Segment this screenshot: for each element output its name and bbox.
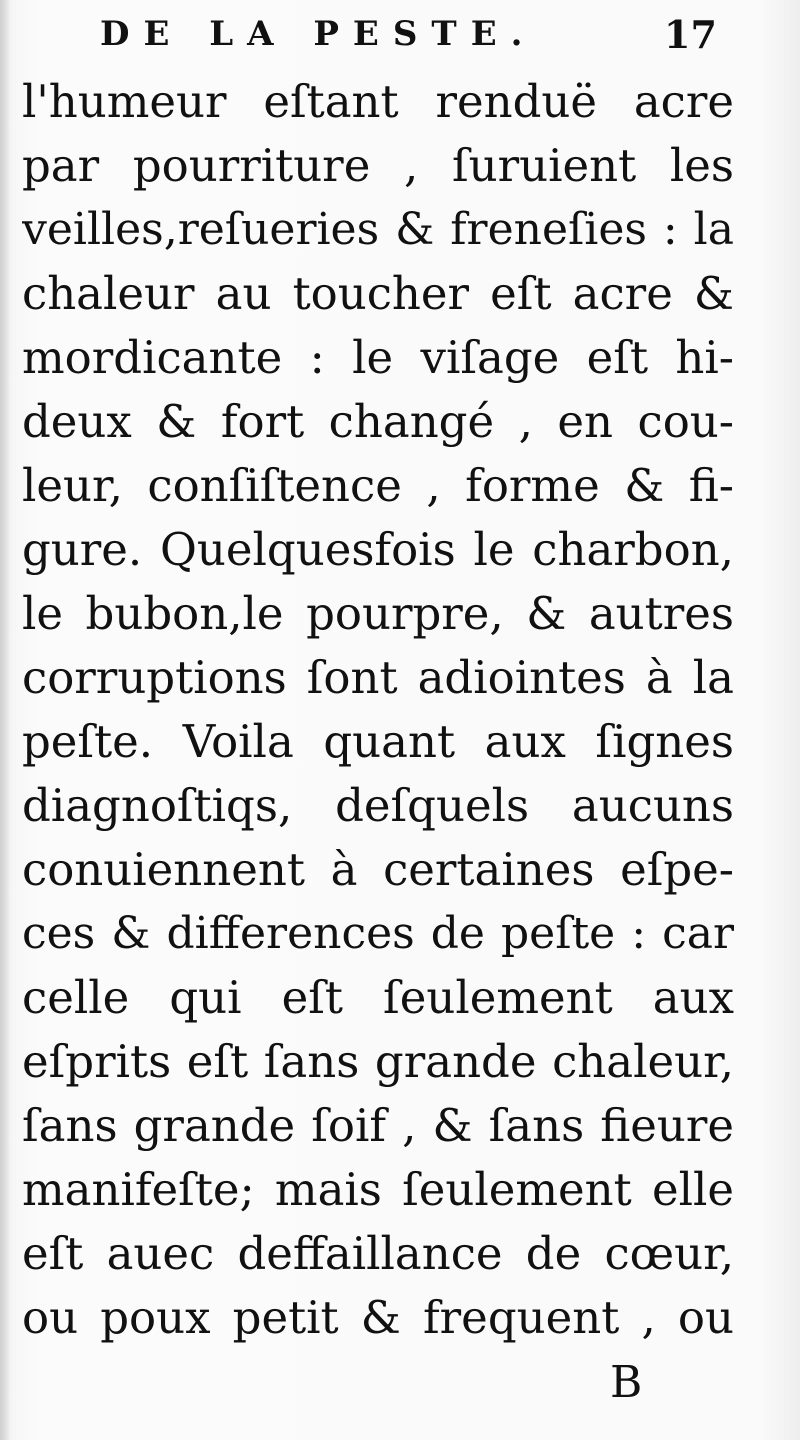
page-number: 17 xyxy=(664,12,717,57)
running-head: DE LA PESTE. xyxy=(100,14,537,54)
text-line: ſans grande ſoif , & ſans fieure xyxy=(22,1099,734,1152)
text-line: leur, conſiſtence , forme & fi- xyxy=(22,459,734,512)
text-line: veilles,reſueries & freneſies : la xyxy=(22,204,734,255)
text-line: deux & fort changé , en cou- xyxy=(22,395,734,448)
text-line: ou poux petit & frequent , ou xyxy=(22,1291,734,1344)
text-line: le bubon,le pourpre, & autres xyxy=(22,587,734,640)
text-line: peſte. Voila quant aux ſignes xyxy=(22,715,734,768)
text-line: l'humeur eſtant renduë acre xyxy=(22,75,734,128)
text-line: manifeſte; mais ſeulement elle xyxy=(22,1163,734,1216)
text-line: diagnoſtiqs, deſquels aucuns xyxy=(22,779,734,832)
text-line: corruptions ſont adiointes à la xyxy=(22,651,734,704)
text-line: ces & differences de peſte : car xyxy=(22,908,734,959)
text-line: celle qui eſt ſeulement aux xyxy=(22,971,734,1024)
body-text xyxy=(22,70,734,1350)
text-line: chaleur au toucher eſt acre & xyxy=(22,267,734,320)
text-line: par pourriture , ſuruient les xyxy=(22,139,734,192)
signature-mark: B xyxy=(610,1357,643,1408)
gutter-shadow xyxy=(0,0,10,1440)
text-line: eſprits eſt ſans grande chaleur, xyxy=(22,1035,734,1088)
text-line: gure. Quelquesfois le charbon, xyxy=(22,523,734,576)
text-line: conuiennent à certaines eſpe- xyxy=(22,843,734,896)
text-line: mordicante : le viſage eſt hi- xyxy=(22,331,734,384)
page-header xyxy=(0,12,800,64)
text-line: eſt auec deffaillance de cœur, xyxy=(22,1227,734,1280)
